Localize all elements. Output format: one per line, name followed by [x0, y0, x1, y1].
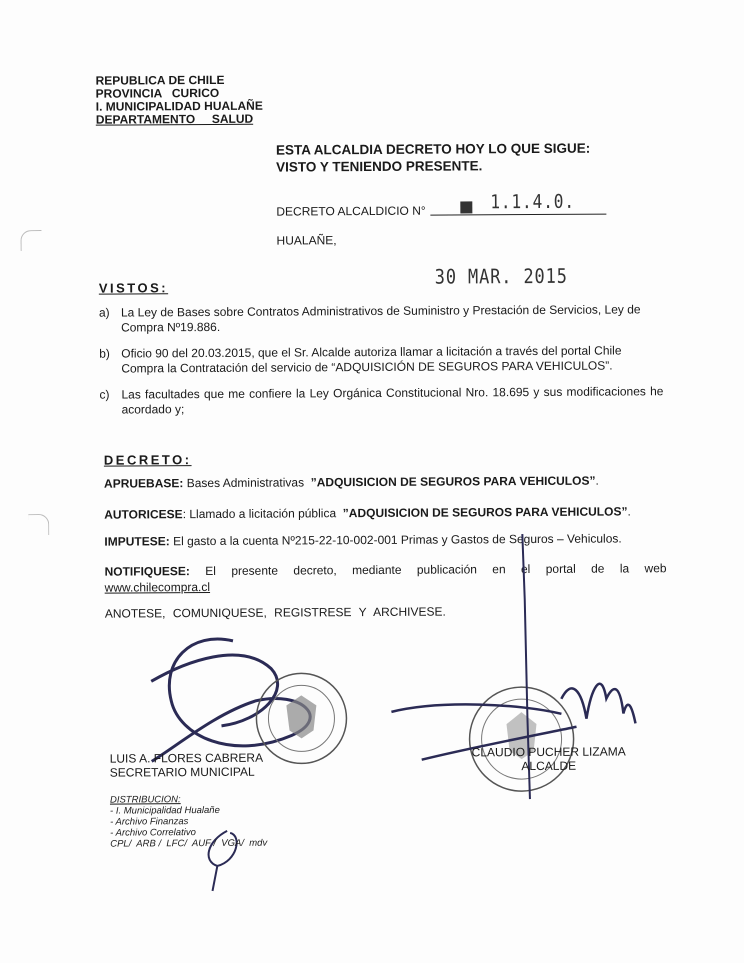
distribution-line-1: - I. Municipalidad Hualañe	[109, 804, 220, 817]
apruebase-title: ”ADQUISICION DE SEGUROS PARA VEHICULOS”	[310, 473, 596, 490]
notifiquese-label: NOTIFIQUESE:	[104, 564, 190, 579]
left-signature-scribble	[151, 638, 310, 761]
distribution-initials: CPL/ ARB / LFC/ AUF / VGA/ mdv	[110, 837, 268, 850]
apruebase-end: .	[595, 473, 599, 488]
distribution-heading: DISTRIBUCION:	[109, 794, 181, 806]
item-marker: b)	[99, 346, 110, 361]
distribution-block	[110, 794, 267, 850]
intro-line-1: ESTA ALCALDIA DECRETO HOY LO QUE SIGUE:	[275, 140, 591, 158]
distribution-line-3: - Archivo Correlativo	[110, 827, 196, 839]
decree-number-stamp: 1.1.4.0.	[490, 190, 575, 214]
date-stamp: 30 MAR. 2015	[434, 263, 568, 289]
autoricese-end: .	[627, 504, 631, 519]
decree-number-label: DECRETO ALCALDICIO N°	[276, 203, 426, 219]
autoricese-text: : Llamado a licitación pública	[182, 506, 343, 522]
distribution-line-2: - Archivo Finanzas	[110, 816, 189, 828]
right-signatory-title: ALCALDE	[521, 758, 577, 774]
left-signatory	[110, 751, 264, 780]
item-marker: a)	[98, 305, 110, 320]
right-signatory	[472, 744, 626, 773]
autoricese-title: ”ADQUISICION DE SEGUROS PARA VEHICULOS”	[342, 504, 628, 521]
item-text: La Ley de Bases sobre Contratos Administrativos de Suministro y Prestación de Servicios, Ley de Compra Nº19.886.	[120, 302, 641, 335]
item-marker: c)	[99, 387, 110, 402]
right-signatory-name: CLAUDIO PUCHER LIZAMA	[471, 744, 626, 760]
intro-line-2: VISTO Y TENIENDO PRESENTE.	[276, 158, 483, 175]
vistos-heading: VISTOS:	[98, 280, 169, 296]
imputese-text: El gasto a la cuenta Nº215-22-10-002-001 Primas y Gastos de Seguros – Vehiculos.	[169, 531, 622, 549]
item-text: Oficio 90 del 20.03.2015, que el Sr. Alcalde autoriza llamar a licitación a través del portal Chile Compra la Contratación del servicio de “ADQUISICIÓN DE SEGUROS PARA VEHICULOS”.	[121, 343, 622, 376]
place-label: HUALAÑE,	[276, 233, 337, 248]
header-department: DEPARTAMENTO SALUD	[95, 111, 254, 127]
header-municipality: I. MUNICIPALIDAD HUALAÑE	[95, 98, 263, 114]
punch-hole-mark	[20, 230, 41, 251]
closing-formula: ANOTESE, COMUNIQUESE, REGISTRESE Y ARCHIVESE.	[104, 604, 446, 621]
item-text: Las facultades que me confiere la Ley Orgánica Constitucional Nro. 18.695 y sus modificaciones he acordado y;	[121, 384, 664, 417]
autoricese-label: AUTORICESE	[104, 507, 183, 522]
notifiquese-text: El presente decreto, mediante publicación en el portal de la web	[189, 561, 667, 579]
decreto-heading: DECRETO:	[103, 452, 192, 468]
apruebase-text: Bases Administrativas	[183, 475, 311, 491]
left-signatory-name: LUIS A. FLORES CABRERA	[109, 750, 264, 766]
apruebase-label: APRUEBASE:	[103, 476, 184, 491]
chilecompra-link[interactable]: www.chilecompra.cl	[104, 579, 211, 595]
left-signatory-title: SECRETARIO MUNICIPAL	[109, 764, 255, 780]
header-province: PROVINCIA CURICO	[95, 85, 220, 101]
header-country: REPUBLICA DE CHILE	[95, 72, 225, 88]
imputese-label: IMPUTESE:	[104, 534, 170, 549]
punch-hole-mark	[28, 514, 49, 535]
